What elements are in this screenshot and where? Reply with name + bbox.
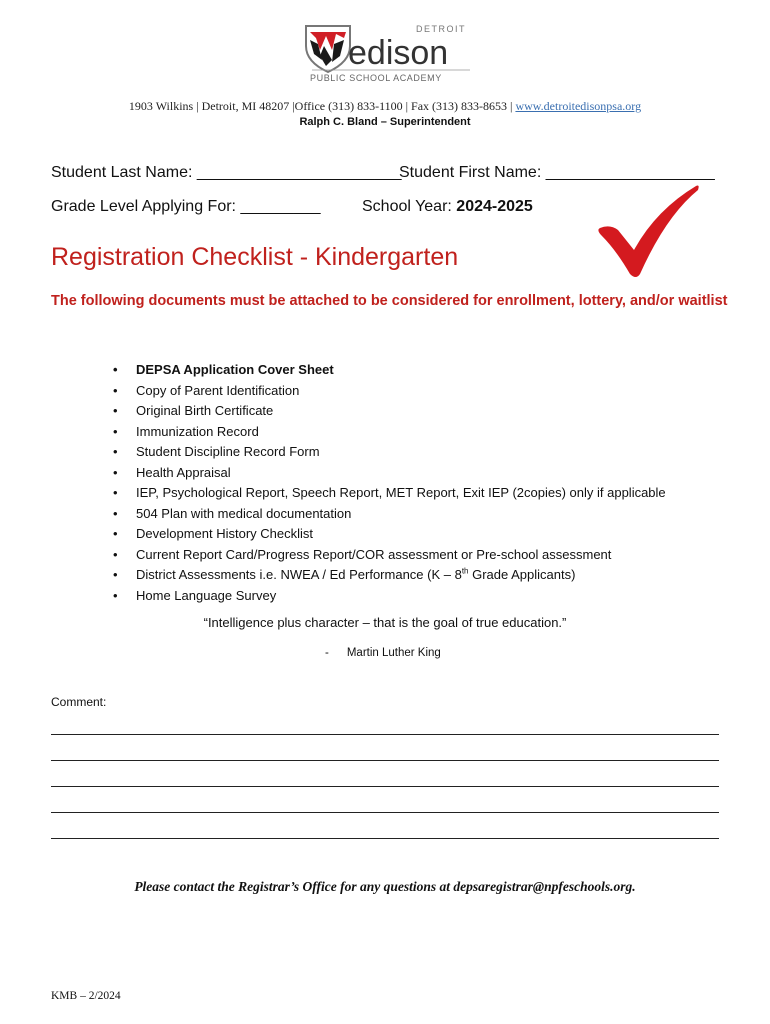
shield-icon <box>306 26 350 72</box>
list-item: • Home Language Survey <box>110 586 666 607</box>
list-item-text: District Assessments i.e. NWEA / Ed Performance (K – 8 <box>136 567 462 582</box>
list-item: • Current Report Card/Progress Report/COR assessment or Pre-school assessment <box>110 545 666 566</box>
list-item: • Development History Checklist <box>110 524 666 545</box>
list-item: • Health Appraisal <box>110 463 666 484</box>
comment-line[interactable] <box>51 838 719 839</box>
contact-note: Please contact the Registrar’s Office for any questions at depsaregistrar@npfeschools.org. <box>134 879 636 894</box>
document-checklist <box>110 360 666 606</box>
quote: “Intelligence plus character – that is the goal of true education.” <box>203 615 567 630</box>
logo-top-text: DETROIT <box>416 24 466 34</box>
comment-line[interactable] <box>51 734 719 735</box>
address-text: 1903 Wilkins | Detroit, MI 48207 |Office (313) 833-1100 | Fax (313) 833-8653 | <box>128 99 516 113</box>
school-year-value: 2024-2025 <box>456 198 533 215</box>
student-first-name-field[interactable]: Student First Name: ___________________ <box>399 164 715 181</box>
list-item: • IEP, Psychological Report, Speech Report, MET Report, Exit IEP (2copies) only if applicable <box>110 483 666 504</box>
grade-level-field[interactable]: Grade Level Applying For: _________ <box>51 198 321 215</box>
logo-name: edison <box>348 34 449 72</box>
list-item <box>110 565 666 586</box>
quote-attribution <box>325 647 441 659</box>
student-last-name-field[interactable]: Student Last Name: _______________________ <box>51 164 402 181</box>
list-item: • Student Discipline Record Form <box>110 442 666 463</box>
list-item: • DEPSA Application Cover Sheet <box>110 360 666 381</box>
red-checkmark-icon <box>596 184 700 280</box>
list-item: • 504 Plan with medical documentation <box>110 504 666 525</box>
school-logo <box>298 20 478 86</box>
page-title: Registration Checklist - Kindergarten <box>51 243 459 271</box>
logo-subtitle: PUBLIC SCHOOL ACADEMY <box>310 73 442 83</box>
address-line <box>0 99 770 114</box>
school-year-label: School Year: <box>362 198 457 215</box>
superscript: th <box>461 566 469 576</box>
list-item-tail: Grade Applicants) <box>468 567 576 582</box>
comment-line[interactable] <box>51 812 719 813</box>
website-link[interactable]: www.detroitedisonpsa.org <box>515 99 642 113</box>
notice-text: The following documents must be attached to be considered for enrollment, lottery, and/or waitlist <box>51 293 728 309</box>
list-item: • Original Birth Certificate <box>110 401 666 422</box>
attribution-author: Martin Luther King <box>346 647 441 659</box>
comment-line[interactable] <box>51 760 719 761</box>
list-item: • Copy of Parent Identification <box>110 381 666 402</box>
comment-label: Comment: <box>51 695 107 709</box>
list-item: • Immunization Record <box>110 422 666 443</box>
footer-code: KMB – 2/2024 <box>51 990 121 1002</box>
attribution-dash: - <box>325 647 329 659</box>
superintendent: Ralph C. Bland – Superintendent <box>299 116 471 128</box>
comment-line[interactable] <box>51 786 719 787</box>
school-year <box>362 198 533 216</box>
